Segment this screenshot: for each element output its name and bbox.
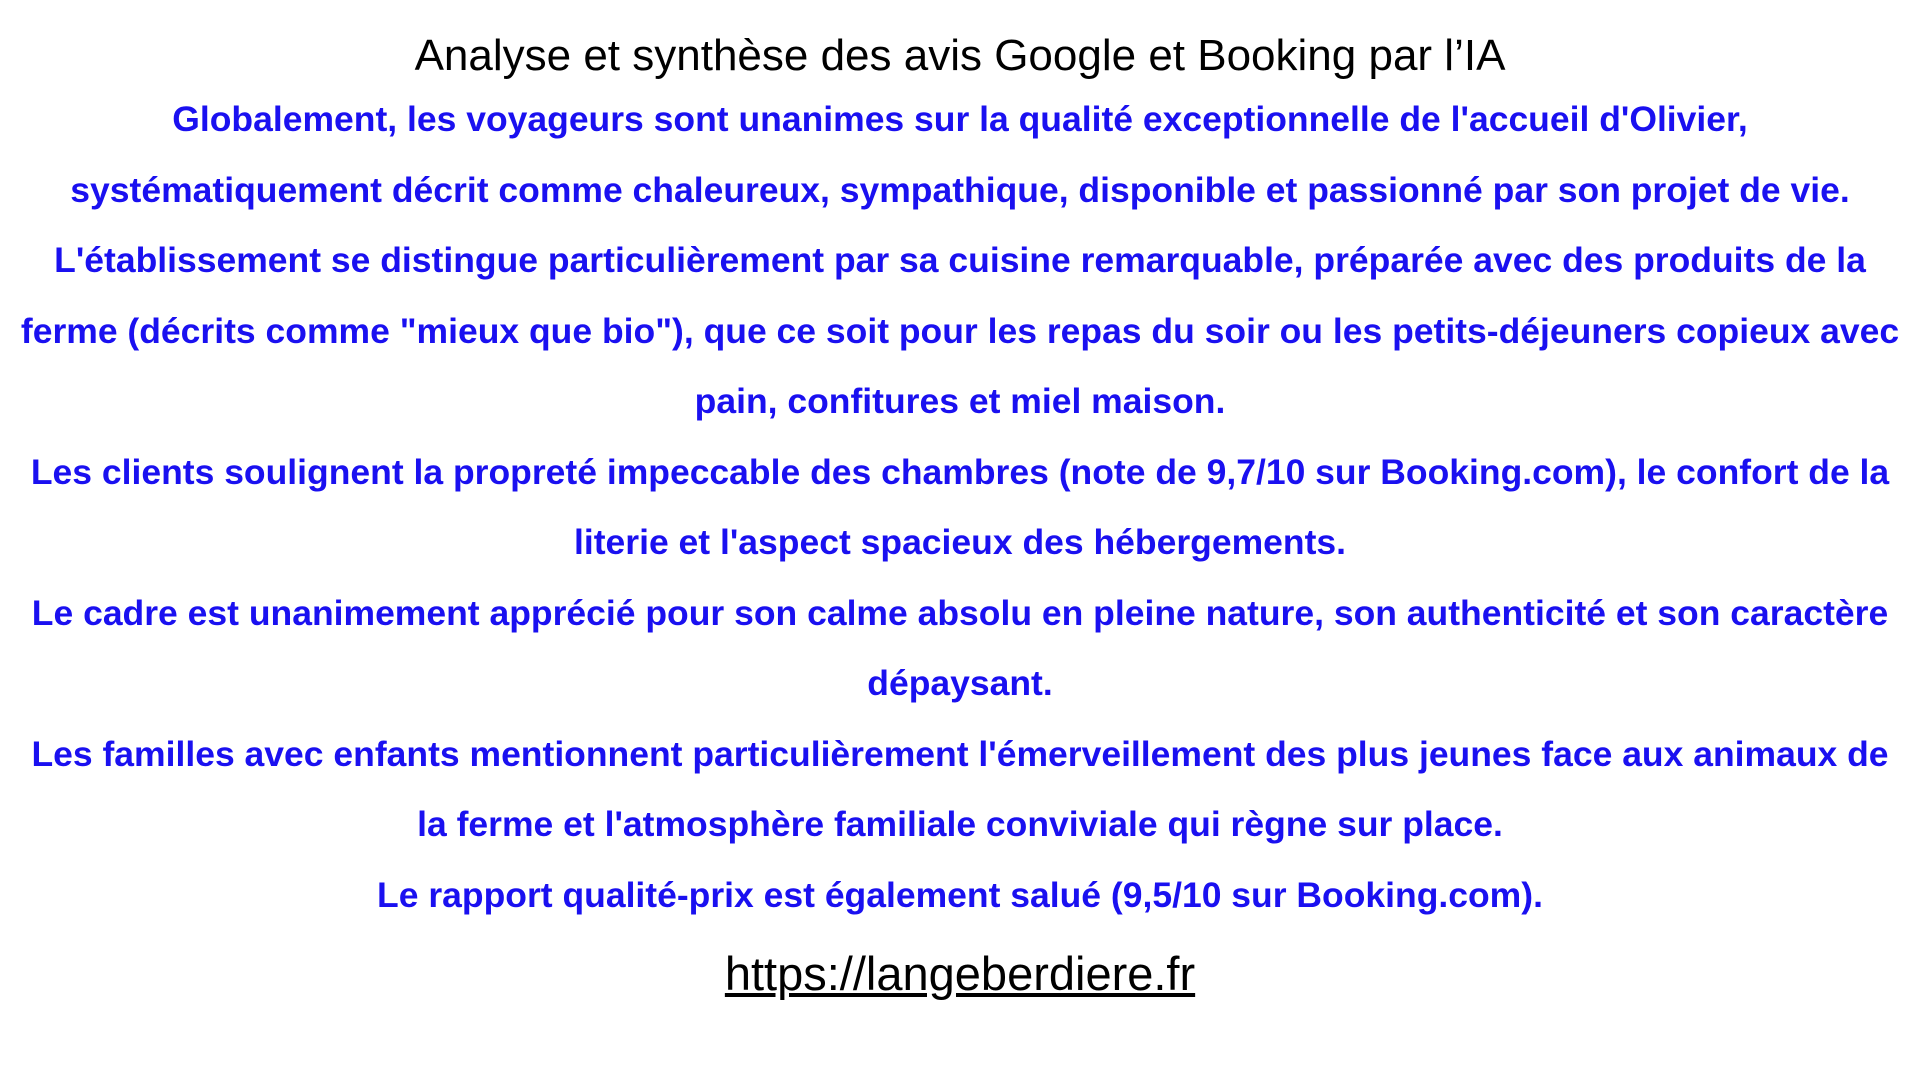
review-summary: [15, 84, 1905, 930]
summary-paragraph-families: Les familles avec enfants mentionnent particulièrement l'émerveillement des plus jeunes face aux animaux de la ferme et l'atmosphère familiale conviviale qui règne sur place.: [31, 733, 1889, 844]
summary-paragraph-welcome: Globalement, les voyageurs sont unanimes sur la qualité exceptionnelle de l'accueil d'Olivier, systématiquement décrit comme chaleureux, sympathique, disponible et passionné par son projet de vie.: [70, 99, 1850, 210]
summary-paragraph-setting: Le cadre est unanimement apprécié pour son calme absolu en pleine nature, son authenticité et son caractère dépaysant.: [31, 592, 1889, 703]
summary-paragraph-value: Le rapport qualité-prix est également salué (9,5/10 sur Booking.com).: [377, 874, 1543, 915]
website-link[interactable]: https://langeberdiere.fr: [724, 947, 1196, 1000]
summary-paragraph-rooms: Les clients soulignent la propreté impeccable des chambres (note de 9,7/10 sur Booking.com), le confort de la literie et l'aspect spacieux des hébergements.: [30, 451, 1890, 562]
summary-paragraph-cuisine: L'établissement se distingue particulièrement par sa cuisine remarquable, préparée avec des produits de la ferme (décrits comme "mieux que bio"), que ce soit pour les repas du soir ou les petits-déjeuners copieux avec pain, confitures et miel maison.: [20, 240, 1900, 421]
page-title: Analyse et synthèse des avis Google et Booking par l’IA: [414, 31, 1506, 80]
